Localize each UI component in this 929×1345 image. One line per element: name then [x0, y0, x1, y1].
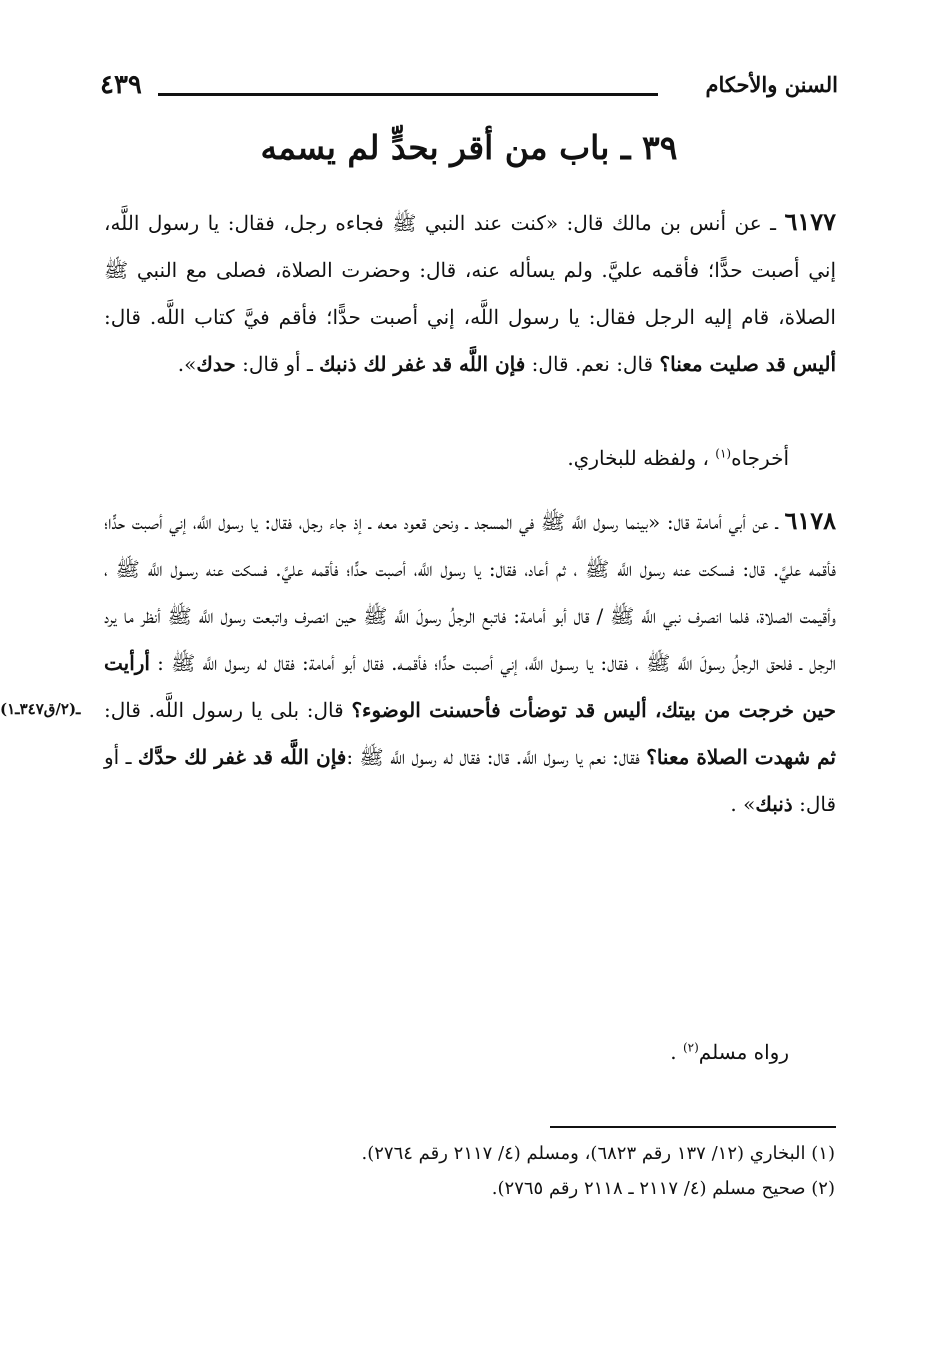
hadith-text: قال: نعم. قال:: [525, 352, 660, 376]
source-text: أخرجاه: [731, 446, 789, 470]
page-number: ٤٣٩: [100, 70, 142, 100]
hadith-text: ـ أو قال:: [104, 745, 836, 816]
hadith-bold-text: فإن اللَّه قد غفر لك حدَّك: [137, 745, 347, 769]
chapter-title: ٣٩ ـ باب من أقر بحدٍّ لم يسمه: [260, 128, 678, 167]
hadith-text: » .: [730, 792, 756, 816]
hadith-text: ـ عن أبي أمامة قال: «بينما رسول اللَّه ﷺ في المسجد ـ ونحن قعود معه ـ إذ جاء رجل، فقال: يا رسول اللَّه، إني أصبت حدًّا؛ فأقمه عليَّ. قال: فسكت عنه رسول اللَّه ﷺ ، ثم أعاد، فقال: يا رسول اللَّه، أصبت حدًّا؛ فأقمه عليَّ. فسكت عنه رسـول اللَّه ﷺ ، وأقيمت الصلاة، فلما انصرف نبي اللَّه ﷺ / قال أبو أمامة: فاتبع الرجلُ رسولَ اللَّه ﷺ حين انصرف واتبعت رسول اللَّه ﷺ أنظر ما يرد الرجل ـ فلحق الرجلُ رسولَ اللَّه ﷺ ، فقال: يا رسـول اللَّه، إني أصبت حدًّا؛ فأقمـه. فقال أبو أمامة: فقال له رسول اللَّه ﷺ :: [104, 510, 836, 675]
hadith-source: [670, 1040, 789, 1064]
header-rule: [158, 93, 658, 96]
hadith-bold-text: أرأيت حين خرجت من بيتك، أليس قد توضأت فأحسنت الوضوء؟: [104, 651, 836, 722]
manuscript-margin-ref: ـ(٢/ق٣٤٧ـ١): [0, 700, 81, 718]
hadith-6178: [104, 497, 836, 828]
hadith-number: ٦١٧٨: [784, 506, 836, 535]
hadith-text: قال: بلى يا رسول اللَّه. قال:: [104, 698, 352, 722]
running-header: [100, 70, 838, 110]
hadith-bold-text: ثم شهدت الصلاة معنا؟: [646, 745, 836, 769]
hadith-text: ».: [177, 352, 197, 376]
hadith-text: ـ عن أنس بن مالك قال: «كنت عند النبي ﷺ فجاءه رجل، فقال: يا رسول اللَّه، إني أصبت حدًّا؛ فأقمه عليَّ. ولم يسأله عنه، قال: وحضرت الصلاة، فصلى مع النبي ﷺ الصلاة، قام إليه الرجل فقال: يا رسول اللَّه، إني أصبت حدًّا؛ فأقم فيَّ كتاب اللَّه. قال:: [104, 211, 836, 329]
footnote-2: (٢) صحيح مسلم (٤/ ٢١١٧ ـ ٢١١٨ رقم ٢٧٦٥).: [491, 1178, 835, 1199]
book-title: السنن والأحكام: [705, 72, 838, 97]
hadith-text: ـ أو قال:: [235, 352, 320, 376]
hadith-number: ٦١٧٧: [784, 207, 836, 236]
source-text: .: [670, 1040, 683, 1064]
footnotes: [75, 1136, 835, 1206]
hadith-bold-text: أليس قد صليت معنا؟: [659, 352, 836, 376]
hadith-bold-text: حدك: [196, 352, 236, 376]
footnote-ref: (٢): [682, 1040, 699, 1055]
footnote-rule: [550, 1126, 836, 1128]
hadith-source: [567, 446, 789, 470]
hadith-bold-text: فإن اللَّه قد غفر لك ذنبك: [319, 352, 526, 376]
hadith-bold-text: ذنبك: [755, 792, 793, 816]
hadith-6177: [104, 198, 836, 388]
hadith-text: فقال: نعم يا رسول اللَّه. قال: فقال له رسول اللَّه ﷺ :: [346, 745, 647, 769]
footnote-1: (١) البخاري (١٢/ ١٣٧ رقم ٦٨٢٣)، ومسلم (٤/ ٢١١٧ رقم ٢٧٦٤).: [361, 1143, 835, 1164]
footnote-ref: (١): [715, 446, 732, 461]
source-text: رواه مسلم: [698, 1040, 789, 1064]
source-text: ، ولفظه للبخاري.: [567, 446, 716, 470]
